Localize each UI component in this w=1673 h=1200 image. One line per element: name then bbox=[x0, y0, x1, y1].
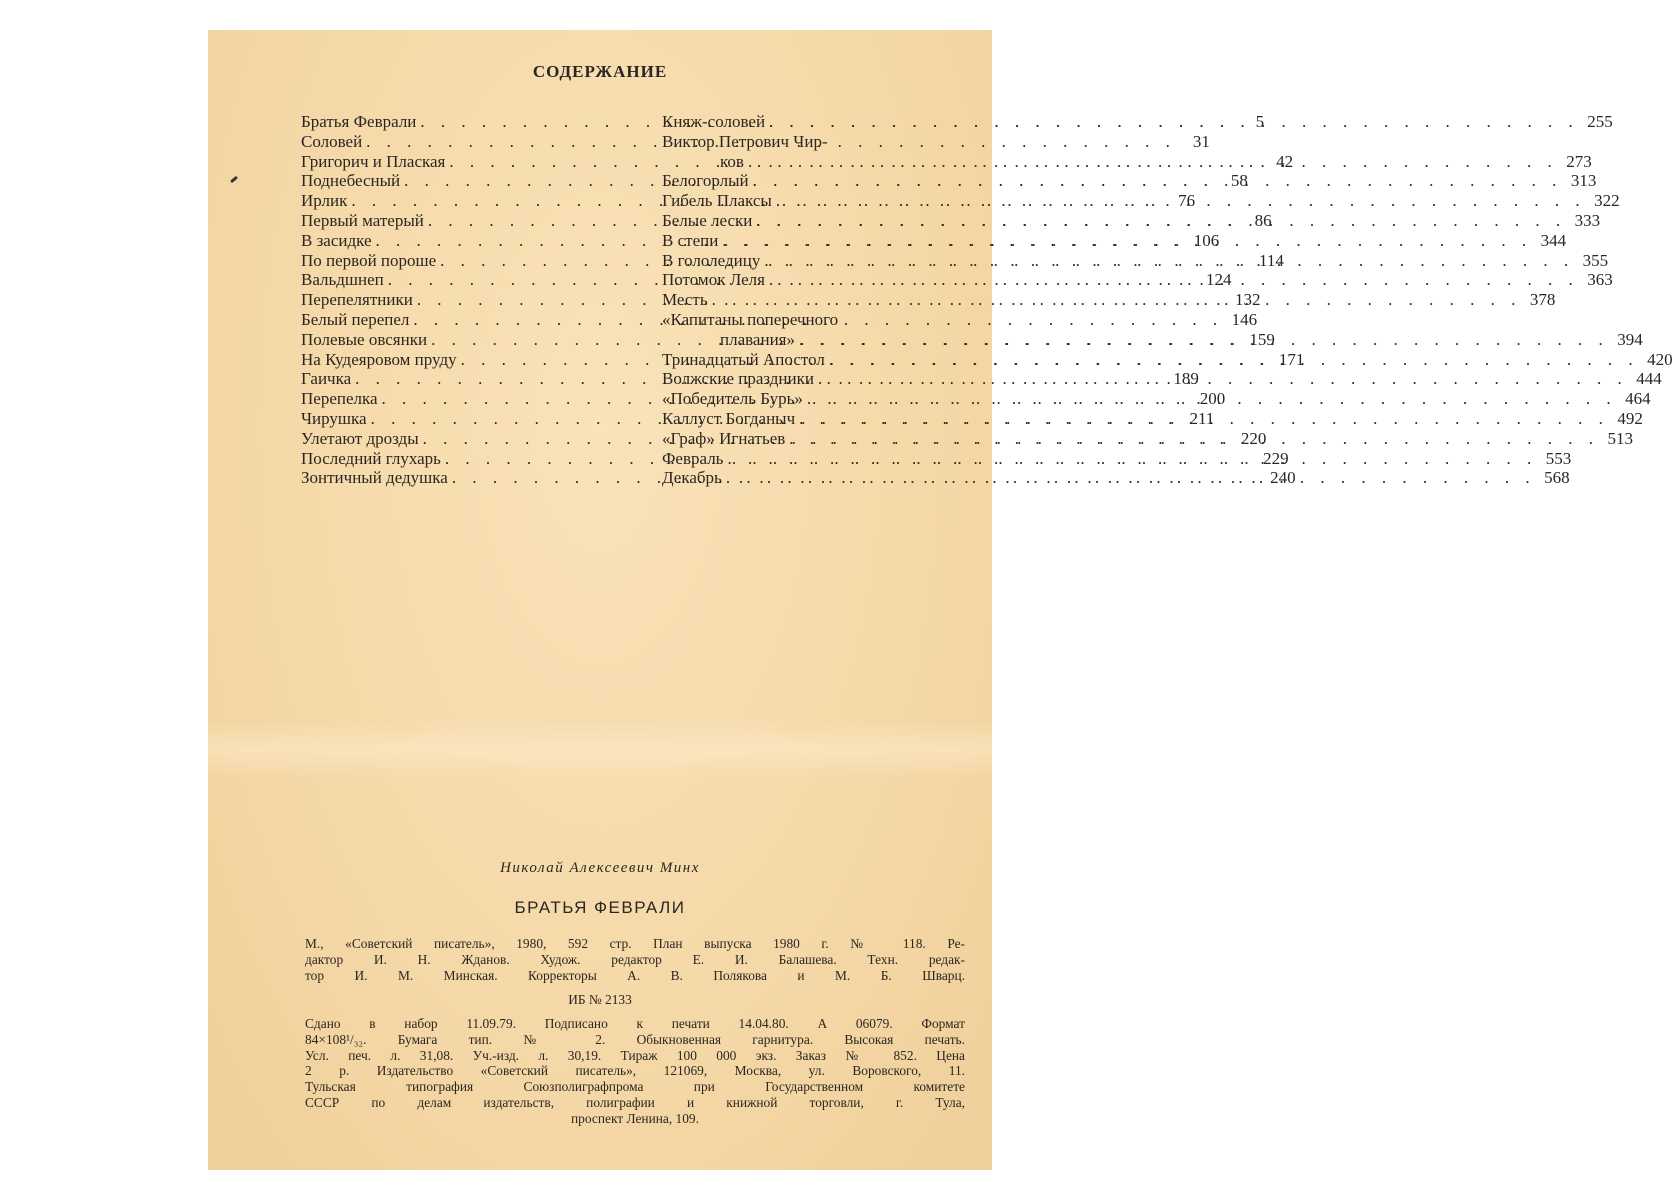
toc-leader-dots bbox=[765, 270, 1579, 290]
toc-entry-title: По первой пороше bbox=[301, 250, 437, 270]
toc-entry-page: 513 bbox=[1607, 428, 1634, 448]
toc-entry-title: Тринадцатый Апостол bbox=[662, 349, 825, 369]
toc-entry-page: 255 bbox=[1587, 112, 1613, 131]
toc-entry-page: 229 bbox=[1263, 448, 1289, 468]
toc-leader-dots bbox=[795, 330, 1609, 350]
toc-entry-title: Белогорлый bbox=[662, 171, 749, 191]
toc-entry-title: Волжские праздники bbox=[662, 369, 814, 389]
toc-entry-title: «Победитель Бурь» bbox=[662, 389, 803, 409]
imprint-printing bbox=[305, 1016, 965, 1127]
toc-entry-page: 378 bbox=[1529, 290, 1556, 310]
toc-leader-dots bbox=[722, 468, 1536, 488]
toc-entry-page: 211 bbox=[1189, 408, 1215, 428]
toc-entry-page: 273 bbox=[1566, 151, 1592, 171]
toc-leader-dots bbox=[795, 409, 1609, 429]
toc-entry-title: Братья Феврали bbox=[301, 112, 417, 131]
toc-entry-title: Декабрь bbox=[662, 468, 722, 488]
imprint-line: Усл. печ. л. 31,08. Уч.-изд. л. 30,19. Тираж 100 000 экз. Заказ № 852. Цена bbox=[305, 1047, 965, 1063]
toc-entry-title: Гибель Плаксы bbox=[662, 191, 772, 211]
toc-entry-title: Княж-соловей bbox=[662, 112, 766, 131]
imprint-line: Сдано в набор 11.09.79. Подписано к печати 14.04.80. А 06079. Формат bbox=[305, 1016, 965, 1031]
toc-leader-dots bbox=[718, 231, 1532, 251]
toc-entry-title: Месть bbox=[662, 290, 708, 310]
toc-entry-title: Гаичка bbox=[301, 369, 352, 389]
imprint-line: 2 р. Издательство «Советский писатель», 121069, Москва, ул. Воровского, 11. bbox=[305, 1063, 965, 1079]
toc-leader-dots bbox=[744, 152, 1558, 172]
toc-entry-title: Перепелка bbox=[301, 389, 378, 409]
toc-leader-dots bbox=[752, 211, 1566, 231]
toc-entry-page: 444 bbox=[1636, 369, 1662, 389]
toc-entry-page: 31 bbox=[1192, 131, 1210, 151]
book-title: БРАТЬЯ ФЕВРАЛИ bbox=[514, 898, 686, 917]
imprint-line: дактор И. Н. Жданов. Худож. редактор Е. И. Балашева. Техн. редак- bbox=[305, 951, 965, 967]
imprint-line: СССР по делам издательств, полиграфии и книжной торговли, г. Тула, bbox=[305, 1094, 965, 1110]
toc-entry-title: Первый матерый bbox=[301, 210, 424, 230]
toc-entry-page: 553 bbox=[1545, 448, 1572, 468]
book-page bbox=[208, 30, 1673, 1170]
toc-leader-dots bbox=[723, 449, 1537, 469]
toc-entry-title: В гололедицу bbox=[662, 250, 761, 270]
toc-entry-page: 58 bbox=[1230, 171, 1248, 191]
toc-entry-page: 5 bbox=[1255, 112, 1265, 131]
toc-entry-page: 114 bbox=[1259, 250, 1284, 270]
toc-entry-page: 363 bbox=[1587, 270, 1613, 290]
toc-entry-page: 106 bbox=[1193, 230, 1220, 250]
toc-entry-title: Февраль bbox=[662, 448, 724, 468]
toc-entry-title: Вальдшнеп bbox=[301, 270, 384, 290]
toc-entry-title: Григорич и Плаская bbox=[301, 151, 446, 171]
toc-entry-page: 200 bbox=[1199, 389, 1226, 409]
toc-entry-title: Ирлик bbox=[301, 191, 348, 211]
ink-mark bbox=[230, 176, 238, 183]
toc-leader-dots bbox=[825, 350, 1639, 370]
imprint-publication bbox=[305, 936, 965, 983]
imprint-line: проспект Ленина, 109. bbox=[571, 1110, 699, 1126]
toc-entry bbox=[662, 112, 1613, 132]
toc-entry-page: 86 bbox=[1254, 210, 1272, 230]
toc-entry-title-line: «Капитаны поперечного bbox=[662, 309, 839, 329]
toc-entry-page: 220 bbox=[1240, 428, 1267, 448]
toc-leader-dots bbox=[785, 429, 1599, 449]
toc-entry-title: ков bbox=[720, 151, 744, 171]
toc-entry-page: 189 bbox=[1173, 369, 1199, 389]
author-name: Николай Алексеевич Минх bbox=[500, 860, 700, 876]
toc-entry-title: «Граф» Игнатьев bbox=[662, 428, 786, 448]
toc-entry-page: 146 bbox=[1231, 309, 1258, 329]
toc-entry-title: На Кудеяровом пруду bbox=[301, 349, 457, 369]
toc-entry-page: 240 bbox=[1270, 468, 1296, 488]
toc-entry-page: 344 bbox=[1540, 230, 1567, 250]
toc-entry-title: Перепелятники bbox=[301, 290, 413, 310]
toc-entry-page: 159 bbox=[1249, 329, 1275, 349]
toc-entry-title: В засидке bbox=[301, 230, 372, 250]
toc-entry-title: Белые лески bbox=[662, 210, 753, 230]
toc-title: СОДЕРЖАНИЕ bbox=[532, 62, 668, 81]
toc-leader-dots bbox=[814, 369, 1628, 389]
toc-entry-title: Белый перепел bbox=[301, 309, 410, 329]
toc-entry-page: 171 bbox=[1278, 349, 1305, 369]
toc-entry-page: 568 bbox=[1544, 468, 1570, 488]
toc-entry-title: Чирушка bbox=[301, 408, 367, 428]
page-fold-shading bbox=[208, 720, 992, 780]
ib-number: ИБ № 2133 bbox=[568, 992, 632, 1007]
toc-entry-title: В степи bbox=[662, 230, 719, 250]
toc-entry-title: Каллуст Богданыч bbox=[662, 408, 796, 428]
toc-entry-page: 394 bbox=[1617, 329, 1643, 349]
toc-leader-dots bbox=[749, 171, 1563, 191]
toc-leader-dots bbox=[803, 389, 1617, 409]
imprint-line: тор И. М. Минская. Корректоры А. В. Полякова и М. Б. Шварц. bbox=[305, 967, 965, 983]
toc-entry-title: Полевые овсянки bbox=[301, 329, 428, 349]
toc-leader-dots bbox=[708, 290, 1522, 310]
toc-entry-title: Поднебесный bbox=[301, 171, 401, 191]
toc-entry-page: 124 bbox=[1206, 270, 1232, 290]
toc-entry-page: 132 bbox=[1235, 290, 1261, 310]
imprint-line: 84×108¹/₃₂. Бумага тип. № 2. Обыкновенная гарнитура. Высокая печать. bbox=[305, 1031, 965, 1047]
toc-entry-title: плавания» bbox=[720, 329, 795, 349]
toc-entry-title: Зонтичный дедушка bbox=[301, 468, 448, 488]
toc-entry-page: 322 bbox=[1594, 191, 1620, 211]
toc-entry-page: 76 bbox=[1178, 191, 1196, 211]
imprint-line: М., «Советский писатель», 1980, 592 стр. План выпуска 1980 г. № 118. Ре- bbox=[305, 936, 965, 951]
toc-entry-title: Потомок Леля bbox=[662, 270, 765, 290]
toc-entry-page: 313 bbox=[1570, 171, 1597, 191]
toc-entry-title-line: Виктор Петрович Чир- bbox=[662, 131, 828, 151]
toc-entry-page: 420 bbox=[1647, 349, 1673, 369]
toc-leader-dots bbox=[760, 251, 1574, 271]
toc-entry-page: 464 bbox=[1625, 389, 1651, 409]
toc-entry-title: Последний глухарь bbox=[301, 448, 441, 468]
toc-entry-page: 355 bbox=[1582, 250, 1609, 270]
imprint-line: Тульская типография Союзполиграфпрома при Государственном комитете bbox=[305, 1079, 965, 1095]
toc-entry-page: 492 bbox=[1617, 408, 1643, 428]
toc-entry-page: 333 bbox=[1574, 210, 1601, 230]
toc-leader-dots bbox=[772, 191, 1586, 211]
toc-entry-title: Соловей bbox=[301, 131, 363, 151]
toc-entry-title: Улетают дрозды bbox=[301, 428, 419, 448]
toc-entry-page: 42 bbox=[1276, 151, 1294, 171]
toc-leader-dots bbox=[765, 112, 1579, 132]
